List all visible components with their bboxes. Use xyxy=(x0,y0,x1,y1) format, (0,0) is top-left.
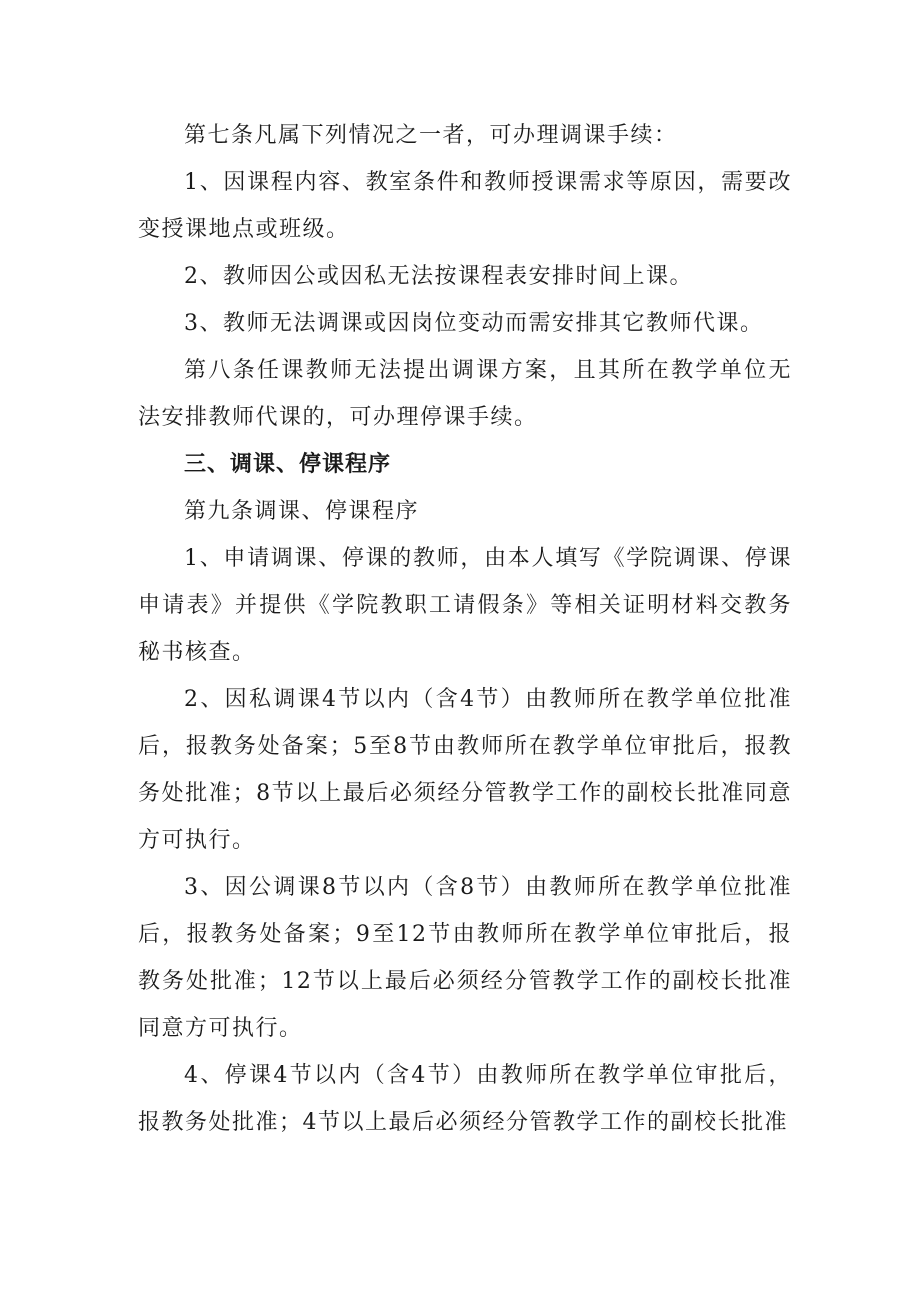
article-7-item-3: 3、教师无法调课或因岗位变动而需安排其它教师代课。 xyxy=(184,311,764,336)
article-9-title: 第九条调课、停课程序 xyxy=(184,499,420,524)
document-page xyxy=(138,112,792,1146)
article-9-item-2: 2、因私调课4节以内（含4节）由教师所在教学单位批准后，报教务处备案；5至8节由教师所在教学单位审批后，报教务处批准；8节以上最后必须经分管教学工作的副校长批准同意方可执行。 xyxy=(138,687,792,853)
article-7-item-2: 2、教师因公或因私无法按课程表安排时间上课。 xyxy=(184,264,693,289)
article-9-item-1: 1、申请调课、停课的教师，由本人填写《学院调课、停课申请表》并提供《学院教职工请假条》等相关证明材料交教务秘书核查。 xyxy=(138,546,792,665)
article-7-paragraph: 第七条凡属下列情况之一者，可办理调课手续： xyxy=(184,123,678,148)
article-9-item-4: 4、停课4节以内（含4节）由教师所在教学单位审批后，报教务处批准；4节以上最后必须经分管教学工作的副校长批准 xyxy=(138,1063,792,1135)
article-9-item-3: 3、因公调课8节以内（含8节）由教师所在教学单位批准后，报教务处备案；9至12节由教师所在教学单位审批后，报教务处批准；12节以上最后必须经分管教学工作的副校长批准同意方可执行。 xyxy=(138,875,792,1041)
article-8-paragraph: 第八条任课教师无法提出调课方案，且其所在教学单位无法安排教师代课的，可办理停课手续。 xyxy=(138,358,792,430)
article-7-item-1: 1、因课程内容、教室条件和教师授课需求等原因，需要改变授课地点或班级。 xyxy=(138,170,792,242)
section-heading: 三、调课、停课程序 xyxy=(184,452,392,477)
